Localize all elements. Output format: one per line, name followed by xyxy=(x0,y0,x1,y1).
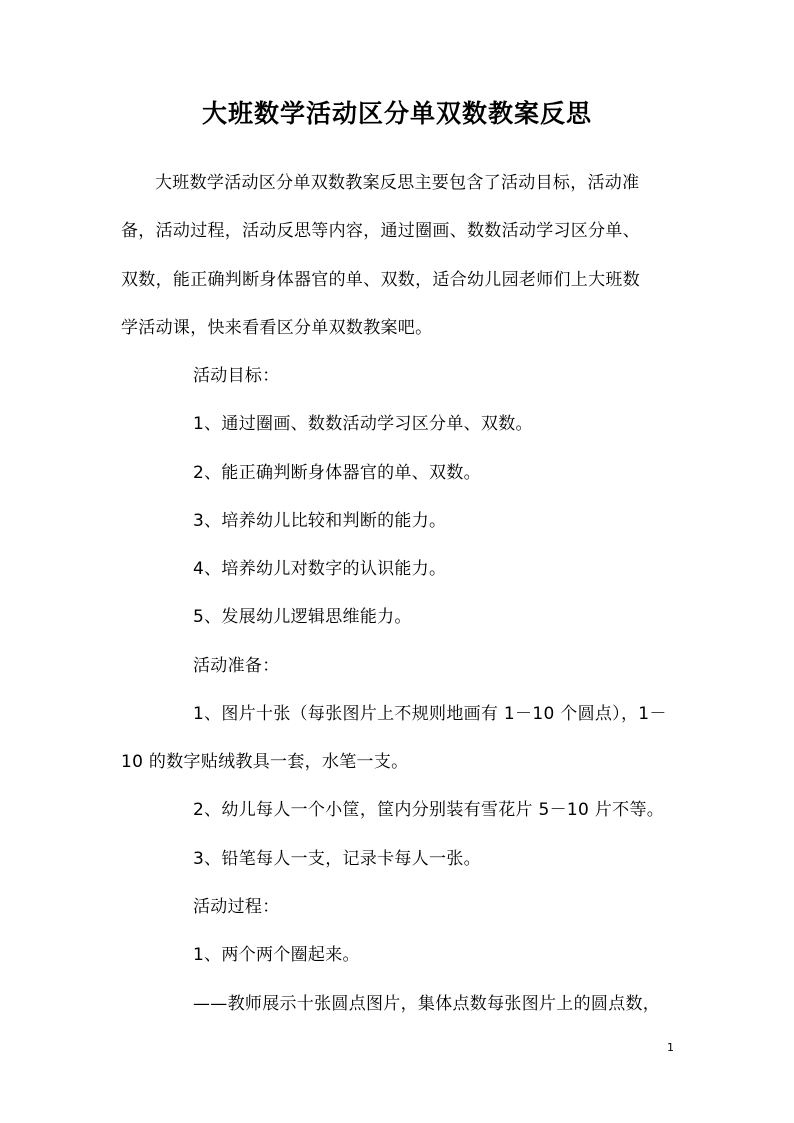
list-item: 1、通过圈画、数数活动学习区分单、双数。 xyxy=(193,414,533,434)
list-item: 2、幼儿每人一个小筐，筐内分别装有雪花片 5－10 片不等。 xyxy=(193,800,665,820)
section-heading: 活动过程： xyxy=(193,897,280,917)
page-number: 1 xyxy=(667,1041,674,1054)
section-heading: 活动目标： xyxy=(193,366,280,386)
list-item: 4、培养幼儿对数字的认识能力。 xyxy=(193,559,447,579)
paragraph-line: 大班数学活动区分单双数教案反思主要包含了活动目标，活动准 xyxy=(155,173,640,193)
list-item: 2、能正确判断身体器官的单、双数。 xyxy=(193,463,481,483)
list-item: 1、图片十张（每张图片上不规则地画有 1－10 个圆点），1－ xyxy=(193,704,667,724)
paragraph-line: ——教师展示十张圆点图片，集体点数每张图片上的圆点数， xyxy=(193,994,661,1014)
list-item: 3、培养幼儿比较和判断的能力。 xyxy=(193,511,447,531)
list-item-continuation: 10 的数字贴绒教具一套，水笔一支。 xyxy=(121,752,409,772)
paragraph-line: 备，活动过程，活动反思等内容，通过圈画、数数活动学习区分单、 xyxy=(121,221,640,241)
list-item: 5、发展幼儿逻辑思维能力。 xyxy=(193,607,412,627)
list-item: 3、铅笔每人一支，记录卡每人一张。 xyxy=(193,849,481,869)
paragraph-line: 学活动课，快来看看区分单双数教案吧。 xyxy=(121,318,433,338)
document-title: 大班数学活动区分单双数教案反思 xyxy=(201,99,592,128)
paragraph-line: 双数，能正确判断身体器官的单、双数，适合幼儿园老师们上大班数 xyxy=(121,270,640,290)
section-heading: 活动准备： xyxy=(193,656,280,676)
list-item: 1、两个两个圈起来。 xyxy=(193,945,360,965)
